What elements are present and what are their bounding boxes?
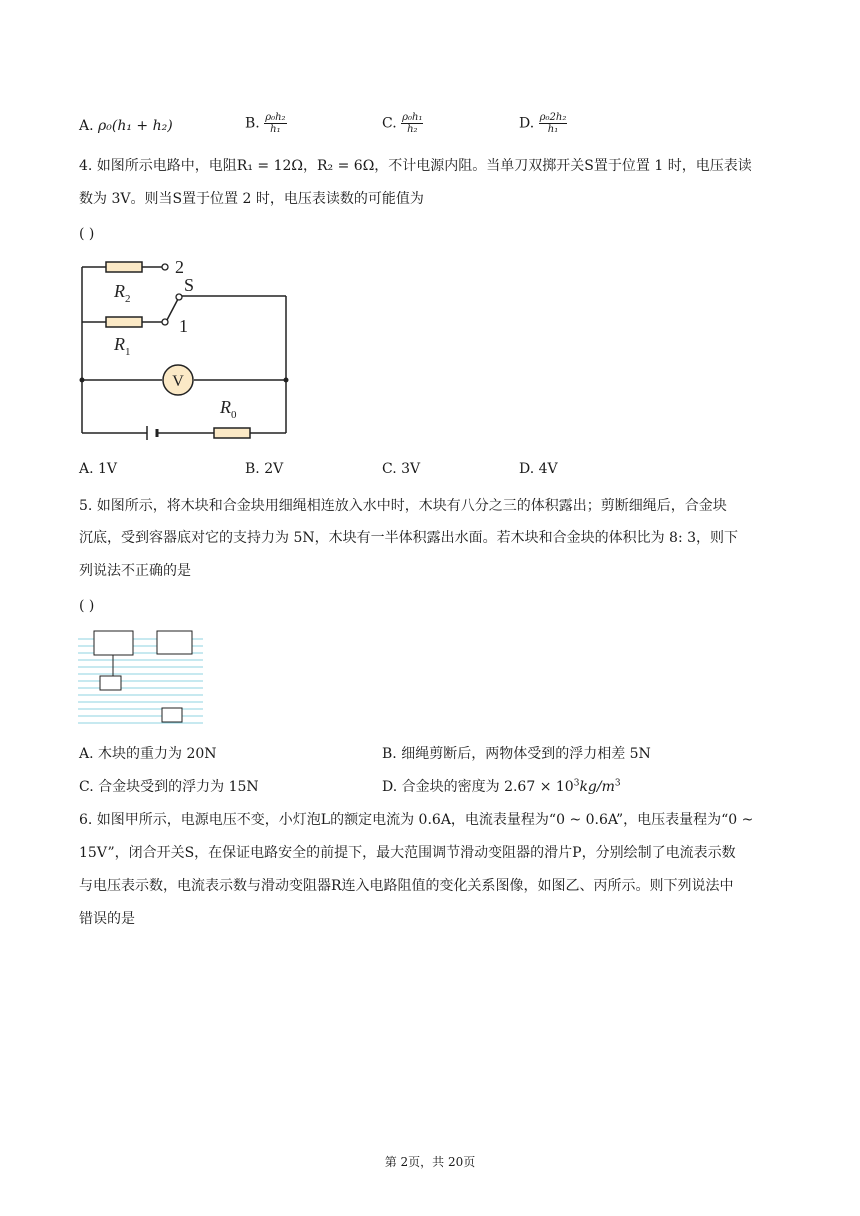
q4-answer-paren: ( ) <box>79 226 95 242</box>
q3-option-c <box>382 112 423 135</box>
q4-option-d: D. 4V <box>519 461 558 477</box>
q3-option-c-label: C. <box>382 115 402 132</box>
r0-label: R <box>220 397 231 417</box>
q3-option-b-label: B. <box>245 115 265 132</box>
r1-label: R <box>114 334 125 354</box>
svg-text:R2 <box>113 281 131 305</box>
q3-option-b-numerator: ρ₀h₂ <box>265 112 286 123</box>
q4-option-c: C. 3V <box>382 461 421 477</box>
q5-option-d-text: D. 合金块的密度为 2.67 × 10 <box>382 779 574 795</box>
q5-option-b: B. 细绳剪断后，两物体受到的浮力相差 5N <box>382 746 651 762</box>
q3-option-d-label: D. <box>519 115 539 132</box>
q4-option-a: A. 1V <box>79 461 118 477</box>
q3-option-b-denominator: h₁ <box>270 124 281 135</box>
position-1-label: 1 <box>179 316 188 336</box>
junction-left <box>80 378 85 383</box>
switch-label: S <box>184 275 195 295</box>
q3-option-d-fraction <box>539 112 568 135</box>
q5-option-d <box>382 776 621 796</box>
q6-text-line-2: 15V”，闭合开关S，在保证电路安全的前提下，最大范围调节滑动变阻器的滑片P，分别绘制了电流表示数 <box>79 845 736 861</box>
svg-text:R0 <box>219 397 237 421</box>
q5-text-line-1: 5. 如图所示，将木块和合金块用细绳相连放入水中时，木块有八分之三的体积露出；剪断细绳后，合金块 <box>79 498 727 514</box>
q4-circuit-diagram <box>72 252 302 442</box>
q3-option-b <box>245 112 287 135</box>
q3-option-c-numerator: ρ₀h₁ <box>402 112 423 123</box>
q5-text-line-3: 列说法不正确的是 <box>79 563 191 579</box>
page-footer: 第 2页，共 20页 <box>384 1155 476 1169</box>
wood-block-free <box>157 631 192 654</box>
wood-block-tied <box>94 631 133 655</box>
junction-right <box>284 378 289 383</box>
terminal-1 <box>162 319 168 325</box>
terminal-2 <box>162 264 168 270</box>
q3-option-b-fraction <box>264 112 286 135</box>
alloy-block-bottom <box>162 708 182 722</box>
q5-option-d-unit-exponent: 3 <box>614 778 621 789</box>
q4-text-line-1: 4. 如图所示电路中，电阻R₁ = 12Ω，R₂ = 6Ω，不计电源内阻。当单刀双掷开关S置于位置 1 时，电压表读 <box>79 158 752 174</box>
q4-text-line-2: 数为 3V。则当S置于位置 2 时，电压表读数的可能值为 <box>79 191 424 207</box>
r0-resistor <box>214 428 250 438</box>
switch-pivot <box>176 294 182 300</box>
r0-subscript: 0 <box>231 409 237 421</box>
q5-option-a: A. 木块的重力为 20N <box>79 746 217 762</box>
q3-option-a-label: A. <box>79 118 99 134</box>
q3-option-c-denominator: h₂ <box>407 124 418 135</box>
q5-text-line-2: 沉底，受到容器底对它的支持力为 5N，木块有一半体积露出水面。若木块和合金块的体积比为 8: 3，则下 <box>79 530 739 546</box>
q5-answer-paren: ( ) <box>79 598 95 614</box>
q6-text-line-1: 6. 如图甲所示，电源电压不变，小灯泡L的额定电流为 0.6A，电流表量程为“0 ~ 0.6A”，电压表量程为“0 ~ <box>79 812 754 828</box>
q5-option-c: C. 合金块受到的浮力为 15N <box>79 779 259 795</box>
r2-label: R <box>114 281 125 301</box>
q4-option-b: B. 2V <box>245 461 284 477</box>
q3-option-d <box>519 112 567 135</box>
q6-text-line-4: 错误的是 <box>79 911 135 927</box>
q3-option-d-numerator: ρ₀2h₂ <box>539 112 567 123</box>
q3-option-d-denominator: h₁ <box>547 124 559 135</box>
r1-resistor <box>106 317 142 327</box>
r1-subscript: 1 <box>125 346 131 358</box>
q6-text-line-3: 与电压表示数，电流表示数与滑动变阻器R连入电路阻值的变化关系图像，如图乙、丙所示。则下列说法中 <box>79 878 734 894</box>
q3-option-a-expr: ρ₀(h₁ + h₂) <box>98 118 173 134</box>
r2-resistor <box>106 262 142 272</box>
q3-option-c-fraction <box>401 112 423 135</box>
q3-option-a <box>79 118 173 134</box>
r2-subscript: 2 <box>125 293 131 305</box>
voltmeter-label: V <box>172 373 184 390</box>
q5-water-diagram <box>78 628 206 726</box>
position-2-label: 2 <box>175 257 184 277</box>
alloy-block-tied <box>100 676 121 690</box>
q5-option-d-exponent: 3 <box>573 778 580 789</box>
q5-option-d-unit: kg/m <box>579 779 615 795</box>
svg-text:R1 <box>113 334 131 358</box>
